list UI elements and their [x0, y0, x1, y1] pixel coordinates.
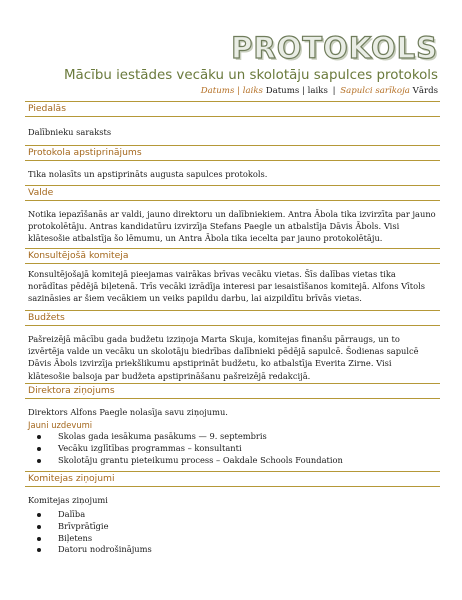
director-subheading: Jauni uzdevumi: [28, 420, 93, 430]
facilitator-placeholder[interactable]: Sapulci sarīkoja: [340, 86, 410, 96]
attendees-text: Dalībnieku saraksts: [28, 127, 112, 137]
bullet-icon: [37, 537, 41, 541]
section-heading-approval: Protokola apstiprinājums: [25, 145, 440, 161]
bullet-icon: [37, 435, 41, 439]
bullet-icon: [37, 459, 41, 463]
section-heading-budget: Budžets: [25, 310, 440, 326]
bullet-icon: [37, 513, 41, 517]
bullet-icon: [37, 525, 41, 529]
director-task-list: [28, 431, 343, 466]
meeting-meta-line: [201, 86, 438, 96]
director-text: Direktors Alfons Paegle nolasīja savu ziņojumu.: [28, 407, 228, 417]
document-subtitle: Mācību iestādes vecāku un skolotāju sapulces protokols: [63, 68, 438, 83]
list-item: Dalība: [28, 509, 152, 521]
board-text: Notika iepazīšanās ar valdi, jauno direktoru un dalībniekiem. Antra Ābola tika izvirzīta par jauno protokolētāju. Antras kandidatūru izvirzīja Stefans Paegle un atbalstīja Dāvis Ābols. Visi klātesošie atbalstīja šo lēmumu, un Antra Ābola tika iecelta par jauno protokolētāju.: [28, 209, 436, 244]
section-heading-director: Direktora ziņojums: [25, 383, 440, 399]
list-item: Vecāku izglītības programmas – konsultanti: [28, 443, 343, 455]
date-time-placeholder[interactable]: Datums | laiks: [200, 86, 263, 96]
bullet-icon: [37, 548, 41, 552]
section-heading-committee: Konsultējošā komiteja: [25, 248, 440, 264]
list-item: Skolotāju grantu pieteikumu process – Oakdale Schools Foundation: [28, 455, 343, 467]
reports-list: [28, 509, 152, 556]
facilitator-value[interactable]: Vārds: [412, 86, 438, 96]
section-heading-reports: Komitejas ziņojumi: [25, 471, 440, 487]
bullet-icon: [37, 447, 41, 451]
section-heading-attendees: Piedalās: [25, 101, 440, 117]
list-item: Datoru nodrošinājums: [28, 544, 152, 556]
committee-text: Konsultējošajā komitejā pieejamas vairākas brīvas vecāku vietas. Šīs dalības vietas tika norādītas pēdējā biļetenā. Trīs vecāki izrādīja interesi par iesaistīšanos komitejā. Alfons Vītols sazināsies ar šiem vecākiem un veiks papildu darbu, lai aizpildītu brīvās vietas.: [28, 269, 425, 304]
approval-text: Tika nolasīts un apstiprināts augusta sapulces protokols.: [28, 169, 268, 179]
reports-text: Komitejas ziņojumi: [28, 495, 108, 505]
budget-text: Pašreizējā mācību gada budžetu izziņoja Marta Skuja, komitejas finanšu pārraugs, un to izvērtēja valde un vecāku un skolotāju biedrības dalībnieki pēdējā sapulcē. Šodienas sapulcē Dāvis Ābols izvirzīja priekšlikumu apstiprināt budžetu, ko atbalstīja Everita Zirne. Visi klātesošie balsoja par budžeta apstiprināšanu pašreizējā redakcijā.: [28, 334, 419, 381]
date-time-value[interactable]: Datums | laiks: [265, 86, 328, 96]
list-item: Skolas gada iesākuma pasākums — 9. septembris: [28, 431, 343, 443]
section-heading-board: Valde: [25, 185, 440, 201]
document-title: PROTOKOLS: [231, 31, 438, 65]
list-item: Brīvprātīgie: [28, 521, 152, 533]
meta-separator: |: [332, 86, 336, 96]
list-item: Biļetens: [28, 533, 152, 545]
